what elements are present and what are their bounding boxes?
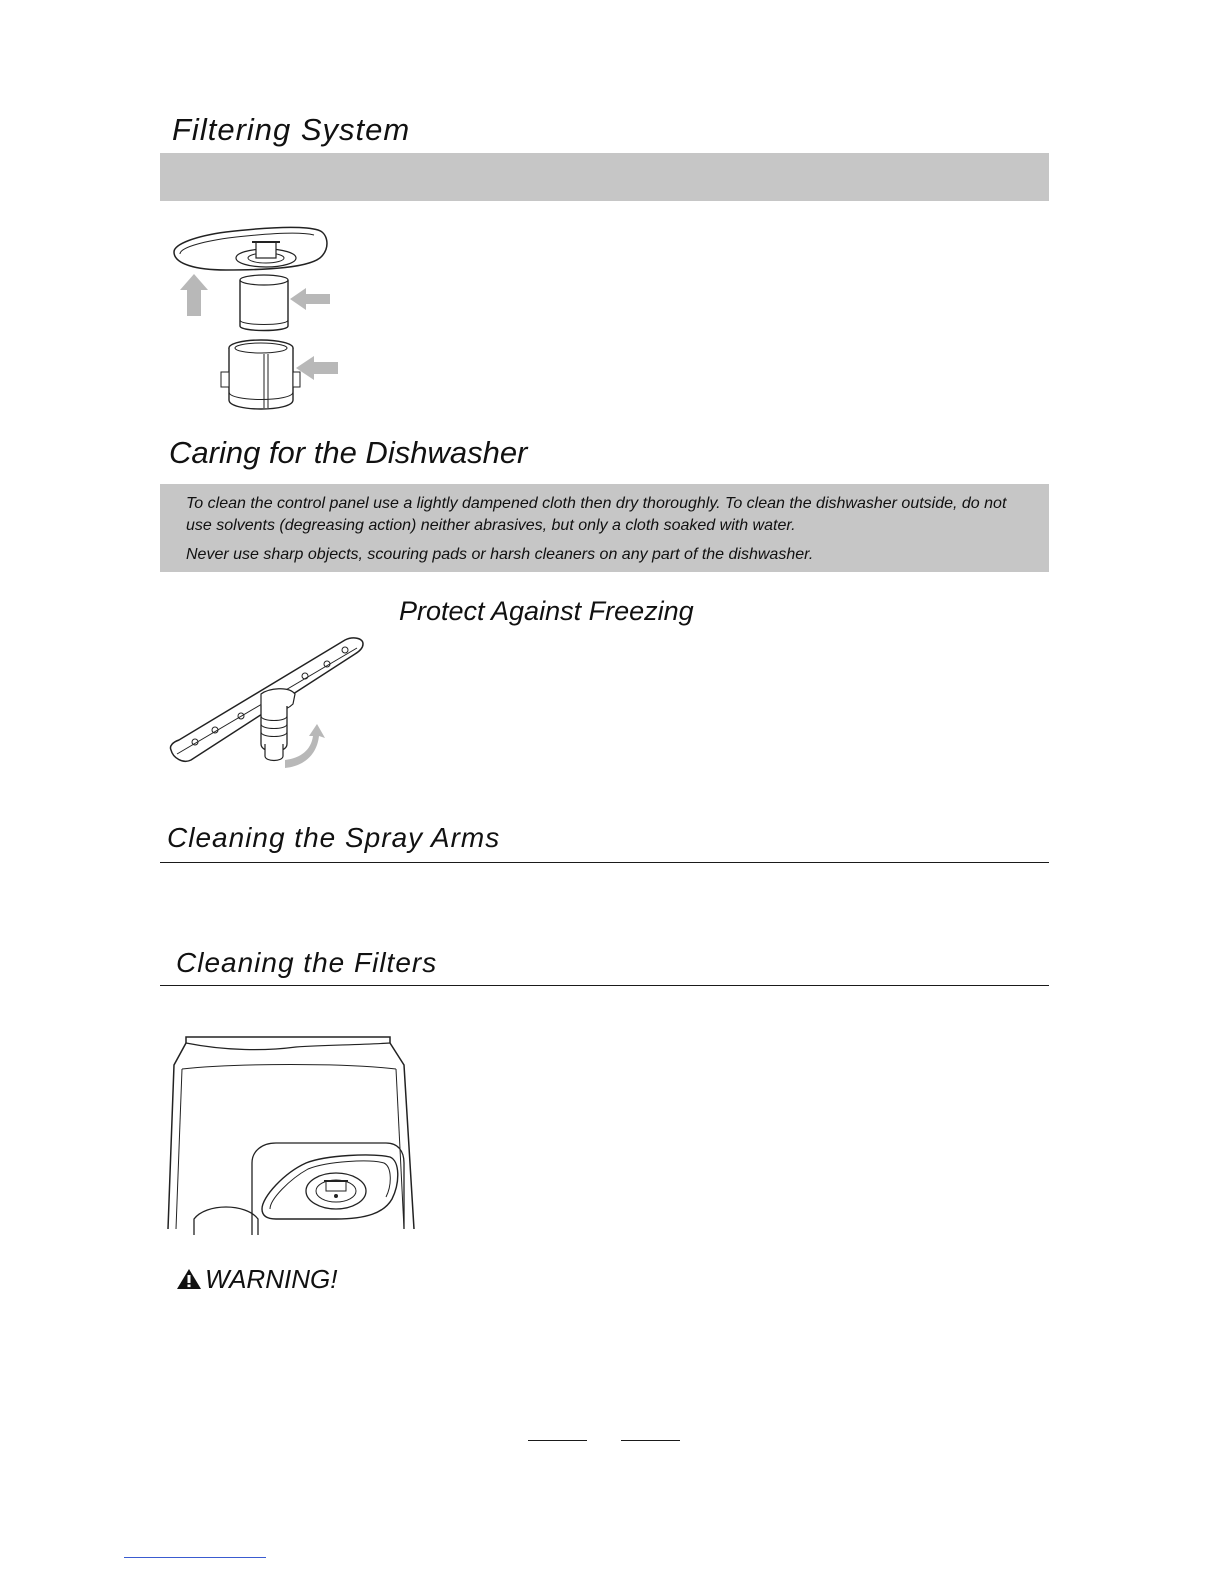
caring-note-box [160,484,1049,572]
filters-rule [160,985,1049,986]
filtering-system-heading: Filtering System [172,112,411,147]
spray-arm-illustration [165,632,370,772]
protect-freezing-heading: Protect Against Freezing [399,596,694,626]
caring-heading: Caring for the Dishwasher [169,435,528,470]
cleaning-spray-arms-heading: Cleaning the Spray Arms [167,822,501,853]
cleaning-filters-heading: Cleaning the Filters [176,947,438,978]
filtering-system-bar [160,153,1049,201]
footer-rule-right [621,1440,680,1441]
bottom-link-rule [124,1557,266,1558]
tub-filter-illustration [166,1033,416,1235]
footer-rule-left [528,1440,587,1441]
warning-row [176,1264,376,1294]
filter-assembly-illustration [166,222,346,417]
caring-paragraph-1: To clean the control panel use a lightly dampened cloth then dry thoroughly. To clean the dishwasher outside, do not use solvents (degreasing action) neither abrasives, but only a cloth soaked with water. [186,495,1007,534]
spray-arms-rule [160,862,1049,863]
warning-triangle-icon [176,1268,202,1290]
caring-paragraph-2: Never use sharp objects, scouring pads or harsh cleaners on any part of the dishwasher. [186,546,814,563]
warning-label: WARNING! [205,1264,338,1294]
